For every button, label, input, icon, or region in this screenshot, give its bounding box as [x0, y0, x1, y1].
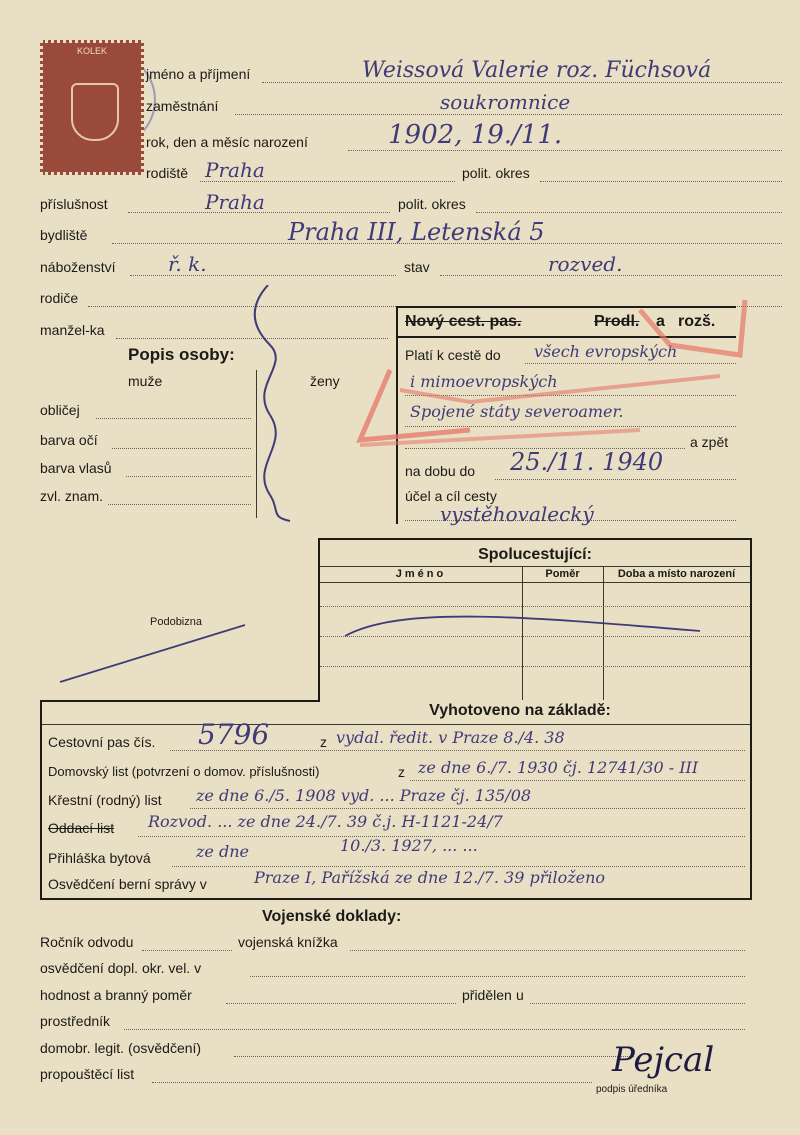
military-release-label: propouštěcí list	[40, 1066, 135, 1082]
stamp-emblem	[71, 83, 119, 141]
military-assigned-label: přidělen	[462, 987, 512, 1003]
military-title: Vojenské doklady:	[262, 908, 402, 925]
occupation-label: zaměstnání	[146, 98, 219, 114]
companions-header-relation: Poměr	[545, 568, 580, 580]
district-label: polit. okres	[462, 165, 530, 181]
and-label: a	[656, 313, 665, 330]
passport-number-z: z	[320, 734, 327, 750]
red-annotation-marks	[340, 280, 780, 480]
official-signature: Pejcal	[612, 1040, 715, 1080]
military-year-label: Ročník odvodu	[40, 934, 134, 950]
revenue-stamp	[40, 40, 144, 175]
residence-value: Praha III, Letenská 5	[288, 218, 545, 246]
district2-label: polit. okres	[398, 196, 466, 212]
and-back-label: a zpět	[690, 434, 729, 450]
name-label: jméno a příjmení	[146, 66, 251, 82]
military-rank-label: hodnost a branný poměr	[40, 987, 192, 1003]
renewal-label: rozš.	[678, 313, 716, 330]
valid-value-2: i mimoevropských	[410, 372, 558, 391]
birth-value: 1902, 19./11.	[388, 120, 563, 150]
citizenship-label: příslušnost	[40, 196, 108, 212]
popis-female: ženy	[310, 373, 340, 389]
birthplace-label: rodiště	[146, 165, 189, 181]
domicile-z: z	[398, 764, 405, 780]
photo-strike-line	[55, 620, 255, 690]
popis-face: obličej	[40, 402, 80, 418]
passport-number-value: 5796	[198, 718, 270, 751]
occupation-value: soukromnice	[440, 90, 571, 114]
military-at-label: u	[516, 987, 524, 1003]
signature-caption: podpis úředníka	[596, 1084, 668, 1095]
vyhotoveno-title: Vyhotoveno na základě:	[429, 702, 611, 719]
baptism-value: ze dne 6./5. 1908 vyd. ... Praze čj. 135/08	[196, 786, 532, 805]
birthplace-value: Praha	[205, 158, 265, 182]
parents-label: rodiče	[40, 290, 79, 306]
domicile-label: Domovský list (potvrzení o domov. příslušnosti)	[48, 764, 320, 779]
period-value: 25./11. 1940	[510, 448, 664, 476]
period-label: na dobu do	[405, 463, 476, 479]
residence-reg-value: ze dne	[196, 842, 249, 861]
military-cert-label: osvědčení dopl. okr. vel. v	[40, 960, 202, 976]
spouse-label: manžel-ka	[40, 322, 105, 338]
purpose-value: vystěhovalecký	[440, 502, 594, 526]
passport-issuer-value: vydal. ředit. v Praze 8./4. 38	[336, 728, 565, 747]
residence-reg-value2: 10./3. 1927, ... ...	[340, 836, 478, 855]
purpose-label: účel a cíl cesty	[405, 488, 497, 504]
name-value: Weissová Valerie roz. Füchsová	[362, 58, 712, 83]
companions-strike-line	[340, 606, 710, 656]
marriage-label: Oddací list	[48, 820, 115, 836]
military-agent-label: prostředník	[40, 1013, 111, 1029]
new-passport-label: Nový cest. pas.	[405, 313, 522, 330]
tax-cert-value: Praze I, Pařížská ze dne 12./7. 39 přiloženo	[254, 868, 606, 887]
residence-label: bydliště	[40, 227, 88, 243]
popis-title: Popis osoby:	[128, 345, 235, 364]
stamp-label: KOLEK	[76, 46, 107, 56]
popis-hair: barva vlasů	[40, 460, 112, 476]
popis-male: muže	[128, 373, 163, 389]
companions-header-name: Jméno	[395, 568, 447, 580]
valid-for-label: Platí k cestě do	[405, 347, 501, 363]
domicile-value: ze dne 6./7. 1930 čj. 12741/30 - III	[418, 758, 699, 777]
valid-value-3: Spojené státy severoamer.	[410, 402, 624, 421]
popis-strike-scribble	[240, 285, 300, 525]
companions-title: Spolucestující:	[478, 546, 592, 563]
birth-label: rok, den a měsíc narození	[146, 134, 308, 150]
baptism-label: Křestní (rodný) list	[48, 792, 162, 808]
popis-eyes: barva očí	[40, 432, 98, 448]
residence-reg-label: Přihláška bytová	[48, 850, 151, 866]
status-value: rozved.	[548, 252, 623, 276]
religion-label: náboženství	[40, 259, 116, 275]
valid-value-1: všech evropských	[534, 342, 678, 361]
citizenship-value: Praha	[205, 190, 265, 214]
companions-header-birth: Doba a místo narození	[617, 568, 736, 580]
military-legit-label: domobr. legit. (osvědčení)	[40, 1040, 202, 1056]
extension-label: Prodl.	[594, 313, 640, 330]
military-book-label: vojenská knížka	[238, 934, 338, 950]
status-label: stav	[404, 259, 430, 275]
religion-value: ř. k.	[168, 252, 207, 276]
passport-number-label: Cestovní pas čís.	[48, 734, 156, 750]
popis-marks: zvl. znam.	[40, 488, 104, 504]
marriage-value: Rozvod. ... ze dne 24./7. 39 č.j. H-1121-24/7	[148, 812, 503, 831]
tax-cert-label: Osvědčení berní správy v	[48, 876, 207, 892]
photo-label: Podobizna	[150, 616, 202, 628]
